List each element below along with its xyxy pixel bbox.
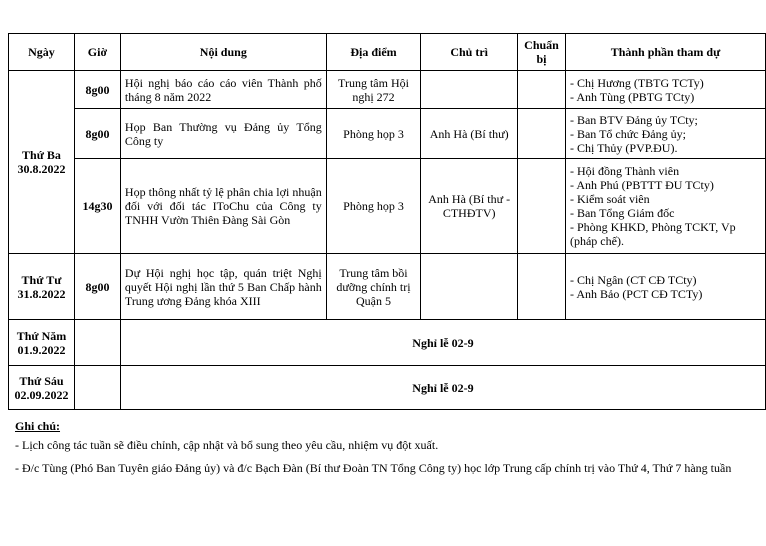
chair-cell [421,254,518,320]
table-row [9,109,766,159]
participant: - Chị Ngân (CT CĐ TCty) [569,272,697,287]
header-day: Ngày [9,34,75,71]
location-cell: Trung tâm bồi dưỡng chính trị Quận 5 [326,254,421,320]
participants-cell [565,159,765,254]
time-cell [74,320,120,366]
prepare-cell [518,254,566,320]
table-row [9,366,766,410]
table-row [9,159,766,254]
day-cell-fri [9,366,75,410]
day-date: 30.8.2022 [17,162,66,176]
chair-cell [421,71,518,109]
header-chair: Chủ trì [421,34,518,71]
participant: - Phòng KHKD, Phòng TCKT, Vp (pháp chế). [569,220,736,248]
participant: - Anh Tùng (PBTG TCty) [569,89,695,104]
chair-cell: Anh Hà (Bí thư) [421,109,518,159]
participant: - Hội đồng Thành viên [569,164,680,178]
day-name: Thứ Năm [16,328,67,343]
note-item: - Đ/c Tùng (Phó Ban Tuyên giáo Đảng ủy) và đ/c Bạch Đàn (Bí thư Đoàn TN Tổng Công ty) học lớp Trung cấp chính trị vào Thứ 4, Thứ 7 hàng tuần [15,461,732,475]
participants-cell [565,109,765,159]
prepare-cell [518,71,566,109]
day-cell-wed [9,254,75,320]
table-row [9,254,766,320]
participant: - Anh Phú (PBTTT ĐU TCty) [569,178,714,192]
day-date: 02.09.2022 [14,387,69,402]
time-cell: 8g00 [74,109,120,159]
participant: - Ban BTV Đảng ủy TCty; [569,112,698,127]
holiday-cell: Nghỉ lễ 02-9 [120,366,765,410]
day-cell-tue [9,71,75,254]
day-date: 31.8.2022 [17,286,66,301]
header-participants: Thành phần tham dự [565,34,765,71]
day-date: 01.9.2022 [17,342,66,357]
location-cell: Trung tâm Hội nghị 272 [326,71,421,109]
chair-cell: Anh Hà (Bí thư - CTHĐTV) [421,159,518,254]
participant: - Chị Hương (TBTG TCTy) [569,75,704,90]
content-cell: Họp Ban Thường vụ Đảng ủy Tổng Công ty [120,109,326,159]
time-cell: 8g00 [74,71,120,109]
holiday-cell: Nghỉ lễ 02-9 [120,320,765,366]
notes-section [15,419,731,484]
day-name: Thứ Ba [22,148,61,162]
content-cell: Hội nghị báo cáo cáo viên Thành phố tháng 8 năm 2022 [120,71,326,109]
participants-cell [565,254,765,320]
header-prepare: Chuẩn bị [518,34,566,71]
prepare-cell [518,109,566,159]
note-item: - Lịch công tác tuần sẽ điều chỉnh, cập nhật và bổ sung theo yêu cầu, nhiệm vụ đột xuất. [15,438,439,452]
location-cell: Phòng họp 3 [326,109,421,159]
content-cell: Dự Hội nghị học tập, quán triệt Nghị quyết Hội nghị lần thứ 5 Ban Chấp hành Trung ương Đảng khóa XIII [120,254,326,320]
table-row [9,320,766,366]
prepare-cell [518,159,566,254]
participant: - Ban Tổng Giám đốc [569,206,675,220]
time-cell: 8g00 [74,254,120,320]
day-name: Thứ Sáu [19,373,64,388]
content-cell: Họp thông nhất tỷ lệ phân chia lợi nhuận đối với đối tác IToChu của Công ty TNHH Vườn Thiên Đàng Sài Gòn [120,159,326,254]
day-name: Thứ Tư [21,272,62,287]
header-row [9,34,766,71]
participant: - Ban Tổ chức Đảng ủy; [569,126,686,141]
day-cell-thu [9,320,75,366]
participant: - Chị Thủy (PVP.ĐU). [569,140,678,155]
header-location: Địa điểm [326,34,421,71]
schedule-table [8,33,766,410]
participant: - Anh Bảo (PCT CĐ TCTy) [569,286,703,301]
time-cell [74,366,120,410]
time-cell: 14g30 [74,159,120,254]
participants-cell [565,71,765,109]
table-row [9,71,766,109]
header-content: Nội dung [120,34,326,71]
header-time: Giờ [74,34,120,71]
participant: - Kiểm soát viên [569,192,650,206]
location-cell: Phòng họp 3 [326,159,421,254]
notes-title: Ghi chú: [15,419,61,433]
